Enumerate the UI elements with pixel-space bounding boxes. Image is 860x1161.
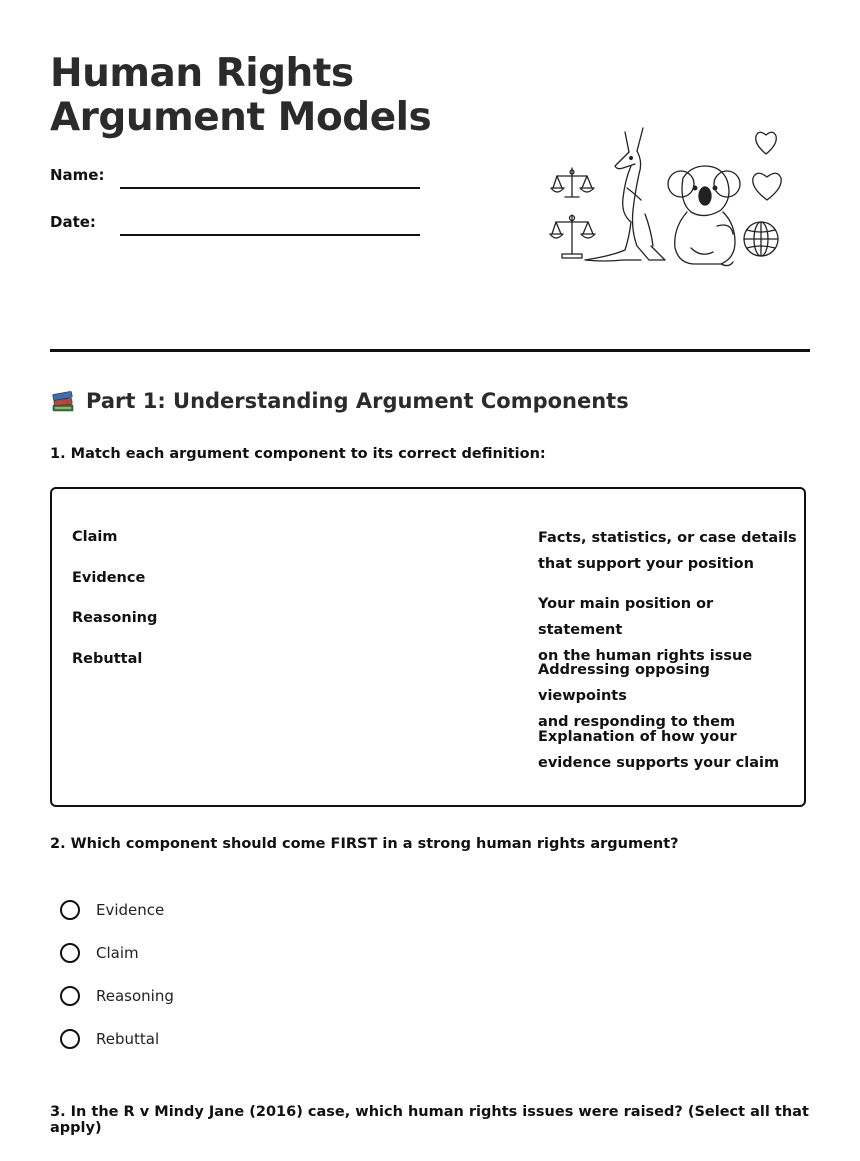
- koala-icon: [668, 166, 740, 266]
- term-evidence[interactable]: Evidence: [72, 570, 146, 586]
- date-field[interactable]: [120, 234, 420, 236]
- heart-icon: [753, 173, 781, 200]
- date-label: Date:: [50, 213, 96, 231]
- question-3: 3. In the R v Mindy Jane (2016) case, which human rights issues were raised? (Select all that apply): [50, 1104, 809, 1136]
- option-label: Reasoning: [96, 987, 174, 1005]
- heart-icon: [756, 132, 777, 154]
- radio-button[interactable]: [60, 943, 80, 963]
- scales-icon: [551, 168, 594, 197]
- term-reasoning[interactable]: Reasoning: [72, 610, 158, 626]
- header-divider: [50, 349, 810, 352]
- title-line-2: Argument Models: [50, 95, 432, 140]
- globe-icon: [744, 222, 778, 256]
- definition-3-line-1: Addressing opposing viewpoints: [538, 662, 710, 704]
- option-label: Evidence: [96, 901, 165, 919]
- question-1: 1. Match each argument component to its correct definition:: [50, 446, 546, 462]
- part1-heading-text: Part 1: Understanding Argument Components: [86, 389, 629, 413]
- definition-2-line-2: on the human rights issue: [538, 648, 753, 664]
- radio-button[interactable]: [60, 900, 80, 920]
- term-claim[interactable]: Claim: [72, 529, 118, 545]
- definition-4[interactable]: [538, 724, 798, 776]
- illustration: [545, 118, 790, 273]
- option-claim[interactable]: [60, 943, 139, 963]
- definition-2-line-1: Your main position or statement: [538, 596, 714, 638]
- option-label: Claim: [96, 944, 139, 962]
- part1-heading: [50, 388, 629, 414]
- name-label: Name:: [50, 166, 105, 184]
- term-rebuttal[interactable]: Rebuttal: [72, 651, 143, 667]
- worksheet-title: [50, 52, 431, 140]
- name-field[interactable]: [120, 187, 420, 189]
- radio-button[interactable]: [60, 1029, 80, 1049]
- matching-box: [50, 487, 806, 807]
- books-icon: [50, 388, 76, 414]
- kangaroo-icon: [585, 128, 665, 261]
- scales-icon: [550, 215, 595, 258]
- option-rebuttal[interactable]: [60, 1029, 159, 1049]
- option-label: Rebuttal: [96, 1030, 160, 1048]
- title-line-1: Human Rights: [50, 51, 354, 96]
- definition-3-line-2: and responding to them: [538, 714, 736, 730]
- radio-button[interactable]: [60, 986, 80, 1006]
- question-2: 2. Which component should come FIRST in a strong human rights argument?: [50, 836, 679, 852]
- option-reasoning[interactable]: [60, 986, 174, 1006]
- definition-1[interactable]: [538, 525, 798, 577]
- definition-1-line-1: Facts, statistics, or case details: [538, 530, 797, 546]
- definition-4-line-2: evidence supports your claim: [538, 755, 780, 771]
- option-evidence[interactable]: [60, 900, 164, 920]
- definition-4-line-1: Explanation of how your: [538, 729, 737, 745]
- definition-1-line-2: that support your position: [538, 556, 754, 572]
